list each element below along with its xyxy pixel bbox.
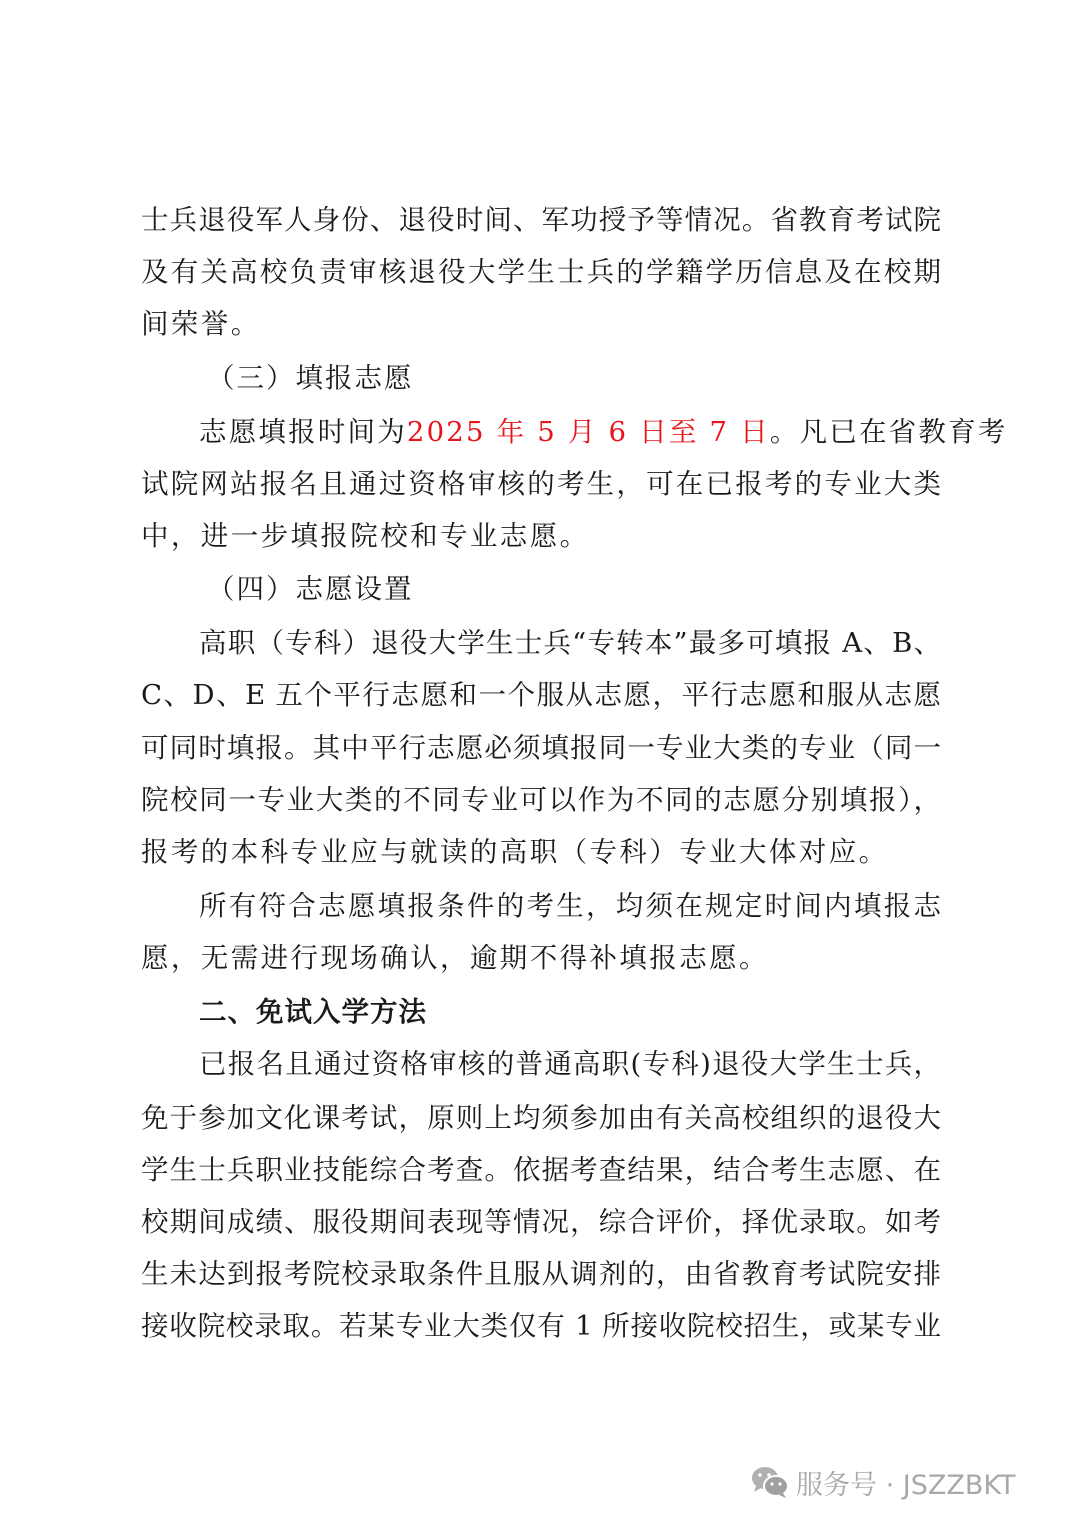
body-line: 院校同一专业大类的不同专业可以作为不同的志愿分别填报）， (141, 784, 941, 816)
section-heading-volunteer-settings: （四）志愿设置 (207, 573, 414, 605)
body-line: 生未达到报考院校录取条件且服从调剂的，由省教育考试院安排 (141, 1258, 941, 1290)
date-highlight: 2025 年 5 月 6 日至 7 日 (406, 416, 770, 448)
body-line: 高职（专科）退役大学生士兵“专转本”最多可填报 A、B、 (199, 627, 941, 659)
body-line: 已报名且通过资格审核的普通高职(专科)退役大学生士兵， (199, 1048, 941, 1080)
body-line: 中，进一步填报院校和专业志愿。 (141, 520, 590, 552)
body-line: 及有关高校负责审核退役大学生士兵的学籍学历信息及在校期 (141, 256, 941, 288)
body-line-date (199, 412, 1007, 452)
watermark-text: 服务号 · JSZZBKT (796, 1469, 1016, 1501)
body-line: 接收院校录取。若某专业大类仅有 1 所接收院校招生，或某专业 (141, 1310, 941, 1342)
body-line: C、D、E 五个平行志愿和一个服从志愿，平行志愿和服从志愿 (141, 679, 941, 711)
date-suffix: 。凡已在省教育考 (769, 416, 1008, 448)
service-account-watermark (750, 1462, 1015, 1502)
wechat-icon (750, 1464, 790, 1500)
body-line: 免于参加文化课考试，原则上均须参加由有关高校组织的退役大 (141, 1102, 941, 1134)
body-line: 校期间成绩、服役期间表现等情况，综合评价，择优录取。如考 (141, 1206, 941, 1238)
body-line: 可同时填报。其中平行志愿必须填报同一专业大类的专业（同一 (141, 732, 941, 764)
body-line: 愿，无需进行现场确认，逾期不得补填报志愿。 (141, 942, 769, 974)
body-line: 间荣誉。 (141, 308, 261, 340)
body-line: 试院网站报名且通过资格审核的考生，可在已报考的专业大类 (141, 468, 941, 500)
section-heading-exam-free-admission: 二、免试入学方法 (199, 996, 427, 1028)
section-heading-fill-volunteer: （三）填报志愿 (207, 362, 414, 394)
body-line: 学生士兵职业技能综合考查。依据考查结果，结合考生志愿、在 (141, 1154, 941, 1186)
body-line: 士兵退役军人身份、退役时间、军功授予等情况。省教育考试院 (141, 204, 941, 236)
body-line: 所有符合志愿填报条件的考生，均须在规定时间内填报志 (199, 890, 941, 922)
date-intro: 志愿填报时间为 (199, 416, 407, 448)
body-line: 报考的本科专业应与就读的高职（专科）专业大体对应。 (141, 836, 889, 868)
